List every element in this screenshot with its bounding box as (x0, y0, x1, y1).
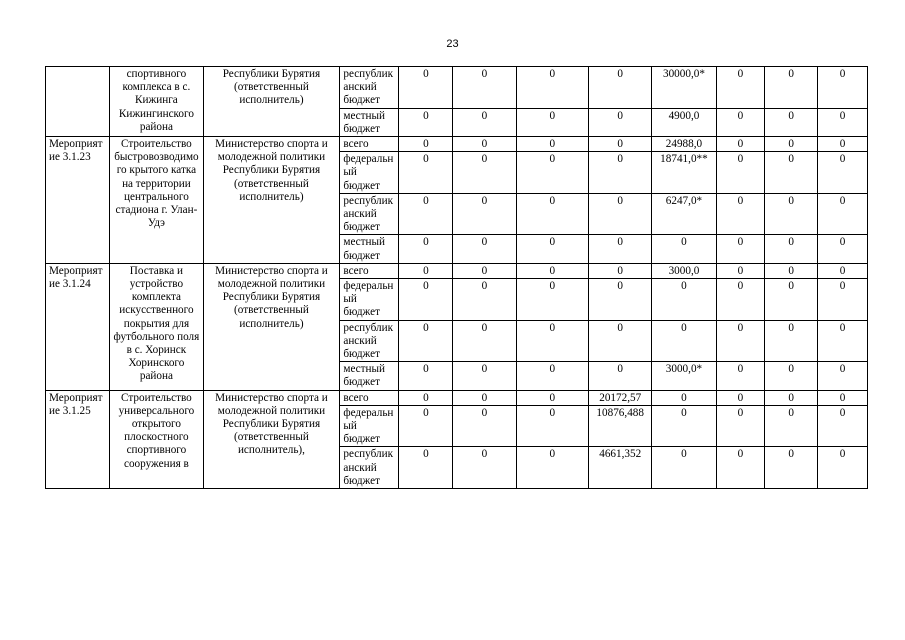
amount-cell: 0 (716, 405, 765, 447)
amount-cell: 0 (818, 279, 868, 321)
amount-cell: 0 (399, 390, 453, 405)
amount-cell: 0 (818, 447, 868, 489)
event-name: спортивного комплекса в с. Кижинга Кижингинского района (110, 67, 203, 137)
funding-source: федеральный бюджет (340, 152, 399, 194)
table-row (46, 137, 868, 152)
amount-cell: 0 (765, 447, 818, 489)
amount-cell: 0 (716, 447, 765, 489)
amount-cell: 0 (765, 390, 818, 405)
amount-cell: 0 (716, 362, 765, 390)
funding-source: республиканский бюджет (340, 320, 399, 362)
amount-cell: 0 (765, 263, 818, 278)
amount-cell: 0 (453, 263, 516, 278)
amount-cell: 0 (399, 320, 453, 362)
amount-cell: 0 (652, 279, 716, 321)
amount-cell: 0 (589, 235, 652, 263)
amount-cell: 0 (765, 235, 818, 263)
amount-cell: 0 (516, 67, 589, 109)
amount-cell: 0 (716, 320, 765, 362)
amount-cell: 0 (516, 447, 589, 489)
amount-cell: 0 (516, 263, 589, 278)
amount-cell: 3000,0* (652, 362, 716, 390)
amount-cell: 0 (716, 193, 765, 235)
table-row (46, 67, 868, 109)
event-executor: Министерство спорта и молодежной политики Республики Бурятия (ответственный исполнитель), (203, 390, 340, 488)
budget-table (45, 66, 868, 489)
amount-cell: 0 (516, 152, 589, 194)
amount-cell: 0 (516, 362, 589, 390)
amount-cell: 0 (652, 447, 716, 489)
amount-cell: 6247,0* (652, 193, 716, 235)
amount-cell: 0 (589, 108, 652, 136)
amount-cell: 0 (399, 447, 453, 489)
event-executor: Министерство спорта и молодежной политики Республики Бурятия (ответственный исполнитель) (203, 263, 340, 390)
amount-cell: 0 (453, 235, 516, 263)
amount-cell: 0 (652, 235, 716, 263)
event-id: Мероприятие 3.1.25 (46, 390, 110, 488)
amount-cell: 0 (716, 263, 765, 278)
amount-cell: 0 (716, 67, 765, 109)
amount-cell: 0 (589, 362, 652, 390)
amount-cell: 0 (589, 193, 652, 235)
amount-cell: 4661,352 (589, 447, 652, 489)
amount-cell: 0 (453, 108, 516, 136)
amount-cell: 0 (453, 320, 516, 362)
amount-cell: 0 (589, 67, 652, 109)
amount-cell: 0 (716, 152, 765, 194)
funding-source: республиканский бюджет (340, 67, 399, 109)
amount-cell: 0 (516, 108, 589, 136)
amount-cell: 0 (716, 279, 765, 321)
funding-source: республиканский бюджет (340, 447, 399, 489)
amount-cell: 0 (716, 235, 765, 263)
amount-cell: 10876,488 (589, 405, 652, 447)
amount-cell: 0 (818, 193, 868, 235)
amount-cell: 0 (818, 263, 868, 278)
funding-source: всего (340, 137, 399, 152)
table-row (46, 390, 868, 405)
amount-cell: 0 (589, 279, 652, 321)
amount-cell: 0 (516, 279, 589, 321)
amount-cell: 4900,0 (652, 108, 716, 136)
amount-cell: 0 (453, 390, 516, 405)
amount-cell: 0 (399, 362, 453, 390)
amount-cell: 0 (453, 279, 516, 321)
event-id: Мероприятие 3.1.24 (46, 263, 110, 390)
event-name: Строительство универсального открытого плоскостного спортивного сооружения в (110, 390, 203, 488)
event-executor: Республики Бурятия (ответственный исполнитель) (203, 67, 340, 137)
event-name: Поставка и устройство комплекта искусственного покрытия для футбольного поля в с. Хоринск Хоринского района (110, 263, 203, 390)
amount-cell: 0 (453, 152, 516, 194)
amount-cell: 0 (516, 193, 589, 235)
amount-cell: 0 (453, 137, 516, 152)
funding-source: федеральный бюджет (340, 279, 399, 321)
amount-cell: 0 (765, 67, 818, 109)
event-name: Строительство быстровозводимого крытого катка на территории центрального стадиона г. Улан-Удэ (110, 137, 203, 264)
amount-cell: 0 (765, 193, 818, 235)
amount-cell: 0 (516, 235, 589, 263)
amount-cell: 0 (716, 390, 765, 405)
amount-cell: 0 (818, 67, 868, 109)
amount-cell: 24988,0 (652, 137, 716, 152)
event-id (46, 67, 110, 137)
amount-cell: 0 (399, 67, 453, 109)
amount-cell: 0 (399, 152, 453, 194)
amount-cell: 0 (399, 137, 453, 152)
amount-cell: 0 (765, 362, 818, 390)
page-number: 23 (446, 38, 459, 50)
amount-cell: 0 (765, 108, 818, 136)
amount-cell: 0 (716, 108, 765, 136)
amount-cell: 20172,57 (589, 390, 652, 405)
funding-source: местный бюджет (340, 362, 399, 390)
amount-cell: 30000,0* (652, 67, 716, 109)
amount-cell: 0 (818, 235, 868, 263)
amount-cell: 0 (399, 405, 453, 447)
amount-cell: 0 (516, 390, 589, 405)
amount-cell: 3000,0 (652, 263, 716, 278)
amount-cell: 0 (453, 362, 516, 390)
amount-cell: 0 (399, 235, 453, 263)
amount-cell: 0 (589, 152, 652, 194)
table-body (46, 67, 868, 489)
amount-cell: 0 (765, 137, 818, 152)
amount-cell: 0 (516, 405, 589, 447)
funding-source: республиканский бюджет (340, 193, 399, 235)
amount-cell: 0 (765, 279, 818, 321)
funding-source: всего (340, 390, 399, 405)
event-id: Мероприятие 3.1.23 (46, 137, 110, 264)
amount-cell: 0 (818, 405, 868, 447)
amount-cell: 0 (589, 263, 652, 278)
amount-cell: 0 (652, 390, 716, 405)
amount-cell: 0 (399, 108, 453, 136)
amount-cell: 0 (516, 320, 589, 362)
amount-cell: 0 (818, 362, 868, 390)
amount-cell: 0 (589, 320, 652, 362)
funding-source: федеральный бюджет (340, 405, 399, 447)
amount-cell: 0 (399, 263, 453, 278)
amount-cell: 0 (716, 137, 765, 152)
funding-source: местный бюджет (340, 235, 399, 263)
amount-cell: 18741,0** (652, 152, 716, 194)
amount-cell: 0 (818, 137, 868, 152)
amount-cell: 0 (818, 320, 868, 362)
amount-cell: 0 (453, 193, 516, 235)
amount-cell: 0 (818, 390, 868, 405)
funding-source: местный бюджет (340, 108, 399, 136)
amount-cell: 0 (453, 405, 516, 447)
amount-cell: 0 (765, 405, 818, 447)
funding-source: всего (340, 263, 399, 278)
amount-cell: 0 (453, 447, 516, 489)
table-row (46, 263, 868, 278)
amount-cell: 0 (818, 152, 868, 194)
amount-cell: 0 (589, 137, 652, 152)
amount-cell: 0 (652, 320, 716, 362)
amount-cell: 0 (399, 279, 453, 321)
amount-cell: 0 (818, 108, 868, 136)
amount-cell: 0 (652, 405, 716, 447)
event-executor: Министерство спорта и молодежной политики Республики Бурятия (ответственный исполнитель) (203, 137, 340, 264)
amount-cell: 0 (765, 320, 818, 362)
amount-cell: 0 (453, 67, 516, 109)
amount-cell: 0 (516, 137, 589, 152)
amount-cell: 0 (765, 152, 818, 194)
amount-cell: 0 (399, 193, 453, 235)
